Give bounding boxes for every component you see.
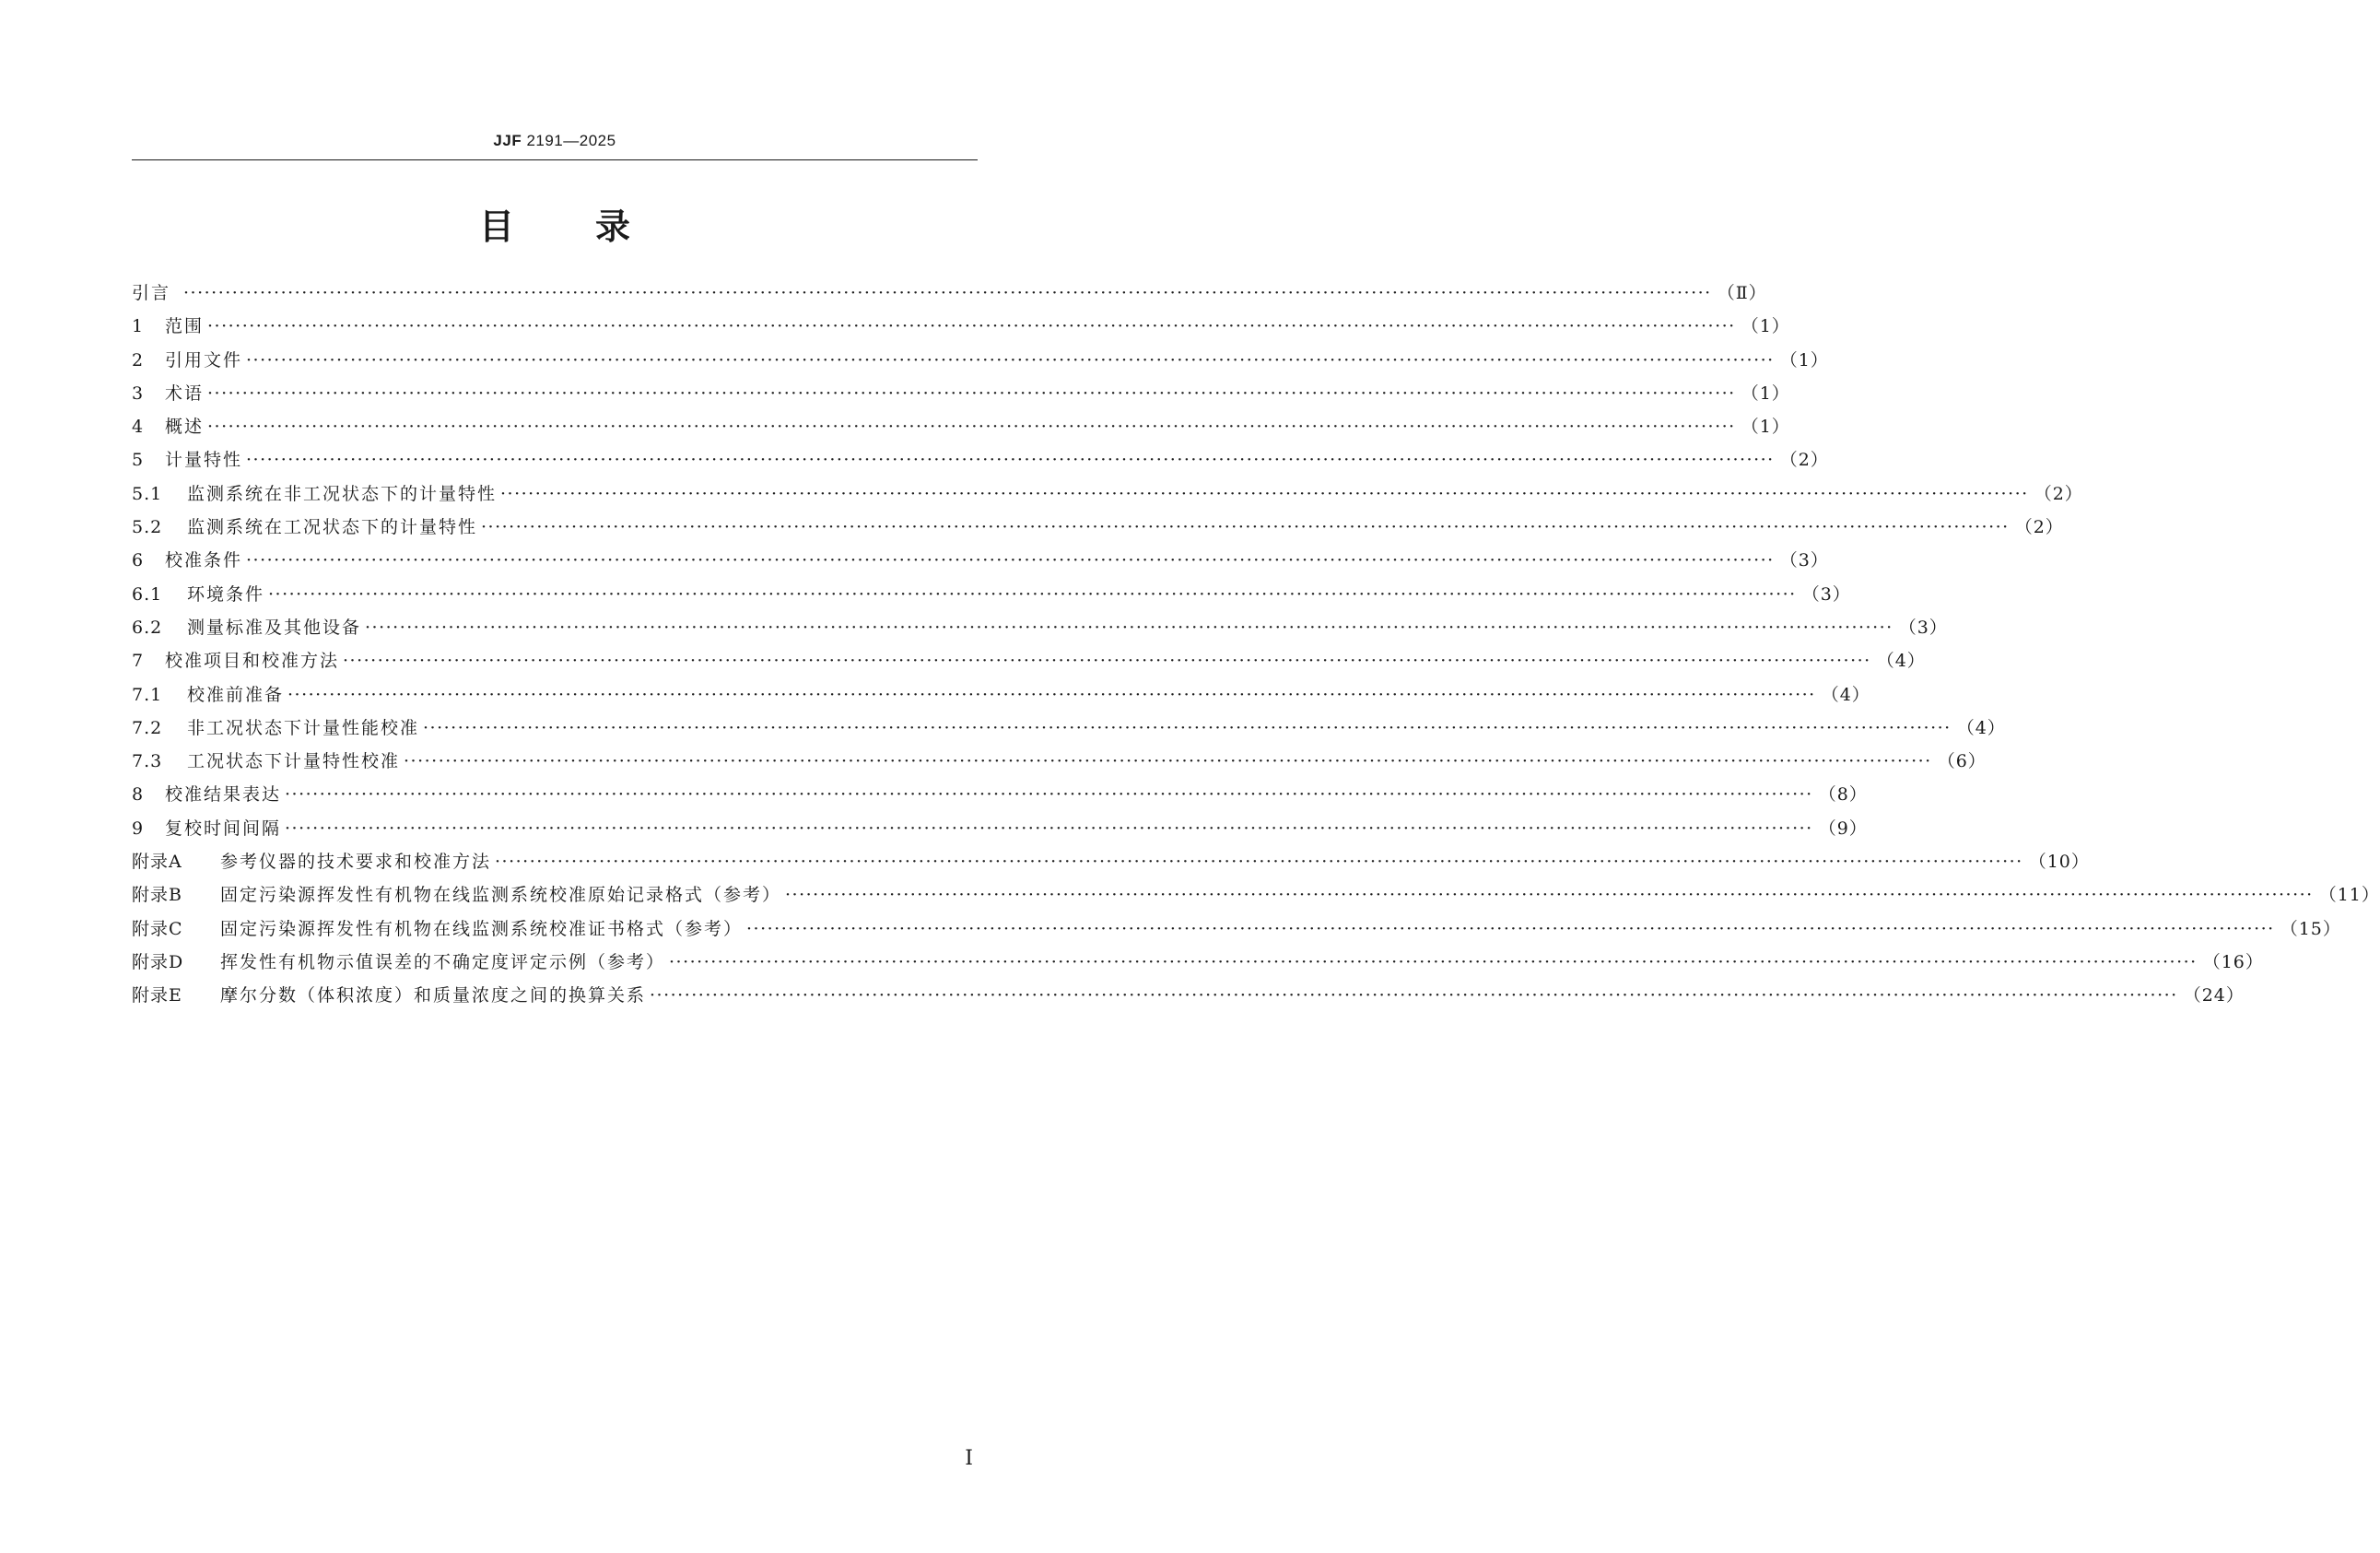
toc-entry-title: 挥发性有机物示值误差的不确定度评定示例（参考） — [220, 951, 666, 972]
toc-entry-number: 附录E — [132, 985, 182, 1006]
toc-entry-page: （1） — [1741, 382, 1790, 404]
toc-entry-page: （9） — [1818, 818, 1868, 839]
toc-entry-page: （2） — [1779, 450, 1829, 471]
toc-entry[interactable] — [132, 380, 1790, 413]
toc-entry-page: （3） — [1898, 617, 1948, 638]
toc-entry[interactable] — [132, 781, 1868, 814]
toc-entry-title: 术语 — [165, 382, 205, 404]
toc-entry-page: （8） — [1818, 784, 1868, 806]
toc-entry-page: （15） — [2280, 918, 2341, 939]
toc-dot-leader: ···························································································································································································································· — [268, 583, 1797, 605]
toc-entry-page: （4） — [1956, 717, 2006, 738]
toc-entry-number: 5 — [132, 450, 145, 471]
toc-entry[interactable] — [132, 581, 1851, 614]
toc-entry-page: （2） — [2034, 483, 2083, 504]
toc-entry-title: 范围 — [165, 316, 205, 337]
toc-entry[interactable] — [132, 312, 1790, 346]
toc-entry-title: 概述 — [165, 417, 205, 438]
standard-code-prefix: JJF — [493, 132, 522, 149]
toc-entry[interactable] — [132, 948, 2264, 982]
toc-entry-number: 5.1 — [132, 483, 163, 504]
toc-dot-leader: ···························································································································································································································· — [669, 951, 2198, 972]
toc-dot-leader: ···························································································································································································································· — [481, 517, 2010, 538]
toc-entry-number: 4 — [132, 417, 145, 438]
toc-entry-title: 测量标准及其他设备 — [187, 617, 362, 638]
toc-entry[interactable] — [132, 647, 1926, 680]
document-header — [132, 132, 978, 150]
toc-entry-number: 8 — [132, 784, 145, 806]
toc-entry-title: 固定污染源挥发性有机物在线监测系统校准证书格式（参考） — [220, 918, 744, 939]
toc-entry[interactable] — [132, 982, 2245, 1015]
toc-entry-title: 引言 — [132, 283, 171, 303]
toc-entry-page: （2） — [2014, 517, 2064, 538]
toc-dot-leader: ···························································································································································································································· — [285, 818, 1813, 839]
toc-entry[interactable] — [132, 815, 1868, 848]
toc-entry-title: 计量特性 — [165, 450, 243, 471]
toc-entry[interactable] — [132, 714, 2006, 747]
toc-entry-title: 校准结果表达 — [165, 784, 282, 806]
toc-entry[interactable] — [132, 279, 1767, 312]
toc-dot-leader: ···························································································································································································································· — [183, 283, 1712, 303]
toc-entry[interactable] — [132, 614, 1948, 647]
toc-entry[interactable] — [132, 915, 2341, 948]
toc-entry-title: 参考仪器的技术要求和校准方法 — [220, 852, 492, 873]
toc-entry-page: （24） — [2183, 985, 2245, 1006]
toc-dot-leader: ···························································································································································································································· — [650, 985, 2178, 1006]
toc-entry-number: 附录D — [132, 951, 184, 972]
toc-entry-title: 固定污染源挥发性有机物在线监测系统校准原始记录格式（参考） — [220, 885, 782, 906]
toc-entry-title: 引用文件 — [165, 349, 243, 371]
toc-entry-number: 7.3 — [132, 751, 163, 772]
toc-entry-title: 监测系统在非工况状态下的计量特性 — [187, 483, 498, 504]
toc-entry[interactable] — [132, 681, 1870, 714]
toc-dot-leader: ···························································································································································································································· — [785, 885, 2314, 906]
toc-dot-leader: ···························································································································································································································· — [207, 316, 1736, 337]
toc-entry-page: （6） — [1937, 751, 1987, 772]
toc-entry-number: 7 — [132, 651, 145, 672]
toc-entry-title: 非工况状态下计量性能校准 — [187, 717, 420, 738]
toc-entry[interactable] — [132, 881, 2380, 914]
standard-code-number: 2191—2025 — [526, 132, 616, 149]
toc-entry[interactable] — [132, 513, 2064, 547]
toc-entry-number: 附录B — [132, 885, 182, 906]
toc-entry[interactable] — [132, 480, 2083, 513]
table-of-contents — [132, 279, 2380, 1016]
toc-entry-title: 工况状态下计量特性校准 — [187, 751, 401, 772]
toc-entry-number: 2 — [132, 349, 145, 371]
toc-dot-leader: ···························································································································································································································· — [423, 717, 1952, 738]
toc-entry-number: 7.1 — [132, 684, 163, 705]
toc-entry-page: （10） — [2028, 852, 2090, 873]
toc-entry-title: 校准条件 — [165, 550, 243, 571]
toc-entry[interactable] — [132, 747, 1987, 781]
toc-entry-number: 1 — [132, 316, 145, 337]
toc-dot-leader: ···························································································································································································································· — [343, 651, 1871, 672]
toc-entry-page: （Ⅱ） — [1717, 283, 1767, 303]
header-rule — [132, 159, 978, 160]
toc-dot-leader: ···························································································································································································································· — [207, 382, 1736, 404]
toc-entry-number: 6 — [132, 550, 145, 571]
toc-entry-title: 摩尔分数（体积浓度）和质量浓度之间的换算关系 — [220, 985, 647, 1006]
toc-entry-number: 附录C — [132, 918, 183, 939]
toc-entry-page: （1） — [1741, 316, 1790, 337]
toc-entry-number: 附录A — [132, 852, 182, 873]
toc-entry-page: （3） — [1779, 550, 1829, 571]
toc-entry-page: （11） — [2318, 885, 2380, 906]
page-number: Ⅰ — [965, 1447, 973, 1470]
toc-dot-leader: ···························································································································································································································· — [285, 784, 1813, 806]
toc-entry-title: 校准项目和校准方法 — [165, 651, 340, 672]
toc-dot-leader: ···························································································································································································································· — [495, 852, 2023, 873]
toc-entry-number: 7.2 — [132, 717, 163, 738]
toc-entry-number: 6.1 — [132, 583, 163, 605]
toc-entry[interactable] — [132, 413, 1790, 446]
toc-entry-page: （16） — [2202, 951, 2264, 972]
toc-entry-title: 监测系统在工况状态下的计量特性 — [187, 517, 478, 538]
toc-dot-leader: ···························································································································································································································· — [246, 450, 1775, 471]
toc-dot-leader: ···························································································································································································································· — [746, 918, 2275, 939]
toc-dot-leader: ···························································································································································································································· — [365, 617, 1893, 638]
page-title: 目录 — [478, 206, 711, 247]
toc-dot-leader: ···························································································································································································································· — [404, 751, 1932, 772]
toc-entry-number: 6.2 — [132, 617, 163, 638]
toc-entry-page: （1） — [1779, 349, 1829, 371]
toc-entry-page: （1） — [1741, 417, 1790, 438]
toc-dot-leader: ···························································································································································································································· — [287, 684, 1816, 705]
toc-dot-leader: ···························································································································································································································· — [207, 417, 1736, 438]
toc-entry-page: （4） — [1876, 651, 1926, 672]
toc-entry-number: 9 — [132, 818, 145, 839]
toc-entry-number: 3 — [132, 382, 145, 404]
toc-entry-title: 校准前准备 — [187, 684, 285, 705]
toc-entry[interactable] — [132, 848, 2090, 881]
toc-dot-leader: ···························································································································································································································· — [246, 550, 1775, 571]
toc-entry-page: （3） — [1801, 583, 1851, 605]
toc-dot-leader: ···························································································································································································································· — [500, 483, 2029, 504]
toc-entry-page: （4） — [1821, 684, 1870, 705]
toc-entry-number: 5.2 — [132, 517, 163, 538]
toc-dot-leader: ···························································································································································································································· — [246, 349, 1775, 371]
toc-entry-title: 环境条件 — [187, 583, 265, 605]
toc-entry[interactable] — [132, 347, 1829, 380]
toc-entry[interactable] — [132, 446, 1829, 479]
toc-entry[interactable] — [132, 547, 1829, 580]
toc-entry-title: 复校时间间隔 — [165, 818, 282, 839]
